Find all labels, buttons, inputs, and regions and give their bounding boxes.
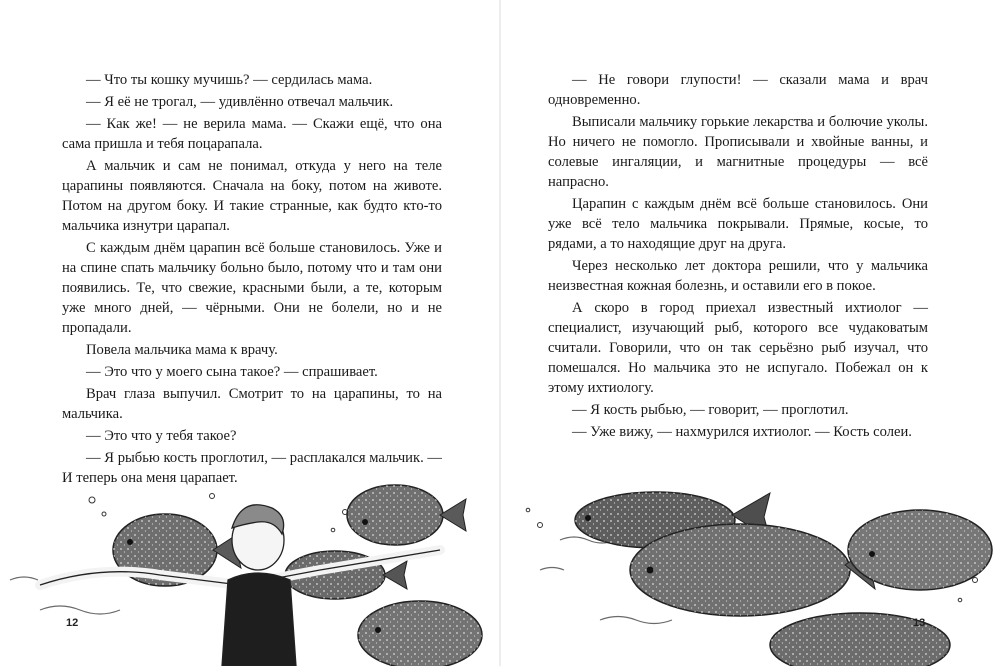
fish-and-boy-illustration xyxy=(0,470,1000,666)
paragraph: А мальчик и сам не понимал, откуда у него на теле царапины появляются. Сначала на боку, потом на животе. Потом на другом боку. И такие странные, как будто кто-то мальчика изнутри царапал. xyxy=(62,158,442,234)
paragraph: — Что ты кошку мучишь? — сердилась мама. xyxy=(86,72,373,88)
paragraph: Царапин с каждым днём всё больше становилось. Они уже всё тело мальчика покрывали. Прямые, косые, то рядами, а то находящие друг на друга. xyxy=(548,196,928,252)
page-number-right: 13 xyxy=(913,617,926,629)
left-page-text xyxy=(62,70,442,488)
fish-right-2 xyxy=(630,524,875,616)
paragraph: С каждым днём царапин всё больше становилось. Уже и на спине спать мальчику больно было, потому что и там они появились. Те, что свежие, красными были, а те, которым уже много дней, — чёрными. Они не болели, но и не пропадали. xyxy=(62,240,442,336)
paragraph: Врач глаза выпучил. Смотрит то на царапины, то на мальчика. xyxy=(62,386,442,422)
paragraph: — Я рыбью кость проглотил, — расплакался мальчик. — И теперь она меня царапает. xyxy=(62,450,442,486)
paragraph: — Уже вижу, — нахмурился ихтиолог. — Кость солеи. xyxy=(572,424,912,440)
right-page-text xyxy=(548,70,928,442)
fish-right-3 xyxy=(848,510,992,590)
paragraph: — Я кость рыбью, — говорит, — проглотил. xyxy=(572,402,849,418)
page-number-left: 12 xyxy=(66,617,79,629)
paragraph: — Это что у моего сына такое? — спрашивает. xyxy=(86,364,378,380)
fish-left-4 xyxy=(358,601,482,666)
paragraph: Выписали мальчику горькие лекарства и болючие уколы. Но ничего не помогло. Прописывали и хвойные ванны, и солевые ингаляции, и магнитные процедуры — всё напрасно. xyxy=(548,114,928,190)
paragraph: — Я её не трогал, — удивлённо отвечал мальчик. xyxy=(86,94,394,110)
paragraph: — Это что у тебя такое? xyxy=(86,428,237,444)
fish-left-2 xyxy=(347,485,466,545)
paragraph: Повела мальчика мама к врачу. xyxy=(86,342,278,358)
paragraph: А скоро в город приехал известный ихтиолог — специалист, изучающий рыб, которого все чудаковатым считали. Говорили, что он так серьёзно рыб изучал, что помешался. Но мальчика это не испугало. Побежал он к этому ихтиологу. xyxy=(548,300,928,396)
paragraph: Через несколько лет доктора решили, что у мальчика неизвестная кожная болезнь, и оставили его в покое. xyxy=(548,258,928,294)
paragraph: — Как же! — не верила мама. — Скажи ещё, что она сама пришла и тебя поцарапала. xyxy=(62,116,442,152)
paragraph: — Не говори глупости! — сказали мама и врач одновременно. xyxy=(548,72,928,108)
